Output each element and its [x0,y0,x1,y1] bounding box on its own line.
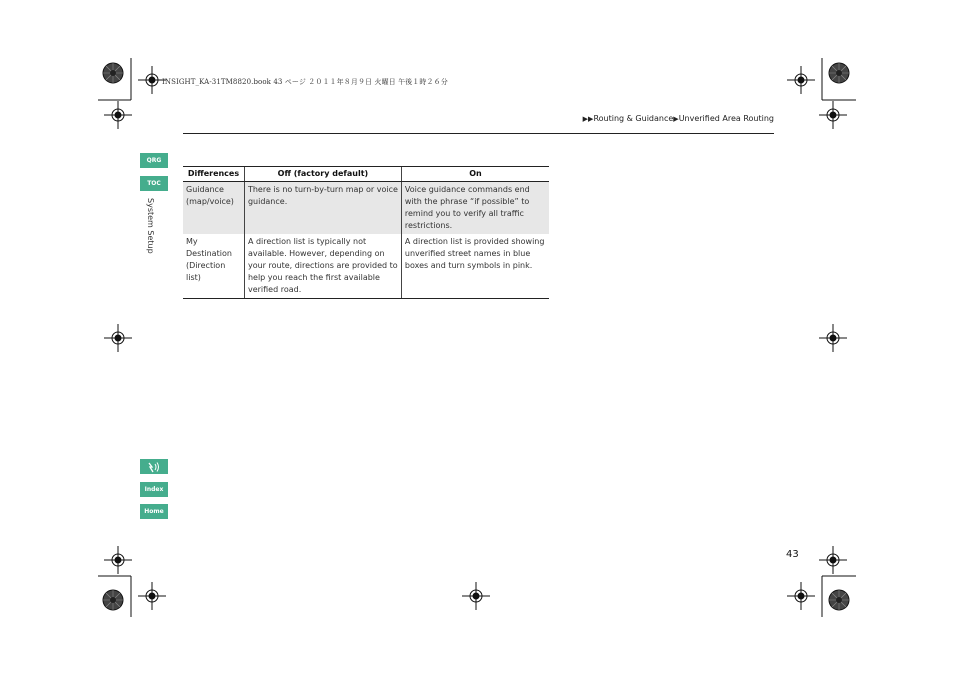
breadcrumb-current-unverified-area-routing: Unverified Area Routing [678,114,774,123]
breadcrumb [583,114,774,123]
cell-on: Voice guidance commands end with the phrase “if possible” to remind you to verify all traffic restrictions. [401,182,549,235]
table-row [183,182,549,235]
cell-on: A direction list is provided showing unverified street names in blue boxes and turn symbols in pink. [401,234,549,299]
registration-mark [104,546,132,574]
breadcrumb-arrows: ▶▶ [582,115,594,123]
column-header-off: Off (factory default) [244,167,401,182]
page-number: 43 [786,549,799,560]
voice-command-button[interactable] [140,459,168,474]
section-label: System Setup [146,198,155,254]
toc-button[interactable]: TOC [140,176,168,191]
registration-mark [104,324,132,352]
index-button[interactable]: Index [140,482,168,497]
breadcrumb-link-routing-guidance[interactable]: Routing & Guidance [593,114,674,123]
qrg-button[interactable]: QRG [140,153,168,168]
cell-difference: Guidance (map/voice) [183,182,244,235]
column-header-differences: Differences [183,167,244,182]
registration-mark [787,66,815,94]
registration-dial [829,590,849,610]
voice-command-icon [147,461,161,473]
registration-mark [138,582,166,610]
header-rule [183,133,774,134]
home-button[interactable]: Home [140,504,168,519]
registration-mark [787,582,815,610]
routing-differences-table [183,166,549,299]
column-header-on: On [401,167,549,182]
cell-difference: My Destination (Direction list) [183,234,244,299]
table-header-row [183,167,549,182]
cell-off: A direction list is typically not available. However, depending on your route, directions are provided to help you reach the first available verified road. [244,234,401,299]
registration-dial [829,63,849,83]
registration-mark [819,101,847,129]
registration-mark [819,546,847,574]
cell-off: There is no turn-by-turn map or voice guidance. [244,182,401,235]
registration-dial [103,63,123,83]
print-file-header: INSIGHT_KA-31TM8820.book 43 ページ ２０１１年８月９日 火曜日 午後１時２６分 [162,78,448,86]
table-row [183,234,549,299]
registration-mark [462,582,490,610]
breadcrumb-separator: ▶ [673,115,679,123]
registration-mark [104,101,132,129]
registration-dial [103,590,123,610]
registration-mark [819,324,847,352]
